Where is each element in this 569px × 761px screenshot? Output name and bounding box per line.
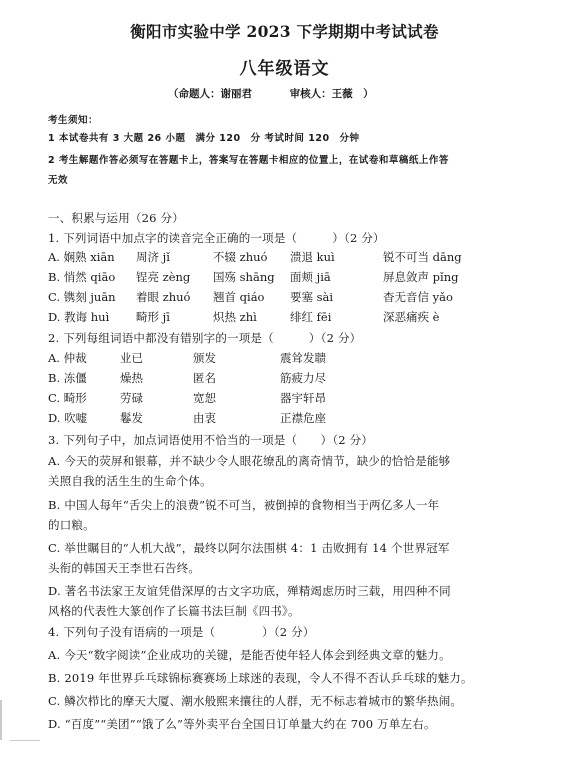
question-4-option-b: B. 2019 年世界乒乓球锦标赛赛场上球迷的表现，令人不得不否认乒乓球的魅力。 [48,671,473,685]
question-4-option-c: C. 鳞次栉比的摩天大厦、潮水般熙来攘往的人群，无不标志着城市的繁华热闹。 [48,694,463,708]
option-item: 要塞 sài [290,290,334,304]
option-item: C. 镌刻 juān [48,290,116,304]
notice-line-1: 1 本试卷共有 3 大题 26 小题 满分 120 分 考试时间 120 分钟 [48,133,360,144]
author-name: （命题人：谢丽君 [168,88,252,100]
question-1-option-c [48,289,548,305]
option-item: 匿名 [193,371,216,385]
question-2-option-d [48,410,548,426]
option-item: 溃退 kuì [290,250,335,264]
question-3-option-d-line-1: D. 著名书法家王友谊凭借深厚的古文字功底，殚精竭虑历时三载，用四种不同 [48,584,451,598]
question-1-option-a [48,249,548,265]
exam-title: 衡阳市实验中学 2023 下学期期中考试试卷 [130,22,439,41]
section-heading: 一、积累与运用（26 分） [48,211,184,225]
question-3-stem: 3. 下列句子中，加点词语使用不恰当的一项是（ ）（2 分） [48,433,374,447]
option-item: 杳无音信 yǎo [383,290,453,304]
option-item: 颁发 [193,351,216,365]
question-4-option-d: D. “百度”“美团”“饿了么”等外卖平台全国日订单量大约在 700 万单左右。 [48,717,436,731]
scan-edge-mark [0,700,2,740]
question-3-option-c-line-1: C. 举世瞩目的“人机大战”，最终以阿尔法围棋 4：1 击败拥有 14 个世界冠军 [48,541,450,555]
option-item: 宽恕 [193,391,216,405]
option-item: 鬈发 [120,411,143,425]
option-item: 筋疲力尽 [280,371,326,385]
option-item: 由衷 [193,411,216,425]
option-item: 着眼 zhuó [136,290,191,304]
option-item: 深恶痛疾 è [383,310,440,324]
option-item: D. 吹嘘 [48,411,88,425]
option-item: 震耸发聩 [280,351,326,365]
question-1-option-b [48,269,548,285]
option-item: 畸形 jī [136,310,170,324]
option-item: 绯红 fēi [290,310,332,324]
question-2-option-a [48,350,548,366]
question-3-option-a-line-1: A. 今天的荧屏和银幕，并不缺少令人眼花缭乱的离奇情节，缺少的恰恰是能够 [48,454,451,468]
option-item: 国殇 shāng [213,270,275,284]
question-1-stem: 1. 下列词语中加点字的读音完全正确的一项是（ ）（2 分） [48,231,385,245]
option-item: 不辍 zhuó [213,250,268,264]
option-item: 锐不可当 dāng [383,250,462,264]
question-3-option-d-line-2: 风格的代表性大篆创作了长篇书法巨制《四书》。 [48,604,300,618]
question-3-option-c-line-2: 头衔的韩国天王李世石告终。 [48,561,201,575]
question-4-stem: 4. 下列句子没有语病的一项是（ ）（2 分） [48,625,315,639]
option-item: B. 悄然 qiāo [48,270,116,284]
question-2-option-b [48,370,548,386]
option-item: C. 畸形 [48,391,87,405]
question-3-option-b-line-1: B. 中国人每年“舌尖上的浪费”锐不可当，被倒掉的食物相当于两亿多人一年 [48,498,440,512]
option-item: 劳碌 [120,391,143,405]
option-item: 炽热 zhì [213,310,257,324]
notice-line-2: 2 考生解题作答必须写在答题卡上，答案写在答题卡相应的位置上，在试卷和草稿纸上作答 [48,155,449,166]
question-1-option-d [48,309,548,325]
option-item: B. 冻僵 [48,371,87,385]
notice-heading: 考生须知： [48,115,99,126]
option-item: 业已 [120,351,143,365]
scan-edge-mark [10,740,40,741]
option-item: 锃亮 zèng [136,270,191,284]
question-2-stem: 2. 下列每组词语中都没有错别字的一项是（ ）（2 分） [48,331,362,345]
question-3-option-b-line-2: 的口粮。 [48,518,95,532]
exam-subtitle: 八年级语文 [239,59,330,79]
option-item: 器宇轩昂 [280,391,326,405]
option-item: 正襟危座 [280,411,326,425]
option-item: 翘首 qiáo [213,290,265,304]
question-4-option-a: A. 今天“数字阅读”企业成功的关键，是能否使年轻人体会到经典文章的魅力。 [48,648,451,662]
option-item: 周济 jǐ [136,250,170,264]
question-3-option-a-line-2: 关照自我的活生生的生命个体。 [48,474,212,488]
option-item: D. 教诲 huì [48,310,110,324]
reviewer-name: 审核人：王薇 ） [289,88,374,100]
option-item: 屏息敛声 pǐng [383,270,459,284]
author-line [168,86,408,101]
option-item: 燥热 [120,371,143,385]
option-item: A. 娴熟 xiān [48,250,115,264]
notice-line-3: 无效 [48,175,69,186]
option-item: A. 仲裁 [48,351,87,365]
option-item: 面颊 jiā [290,270,331,284]
question-2-option-c [48,390,548,406]
